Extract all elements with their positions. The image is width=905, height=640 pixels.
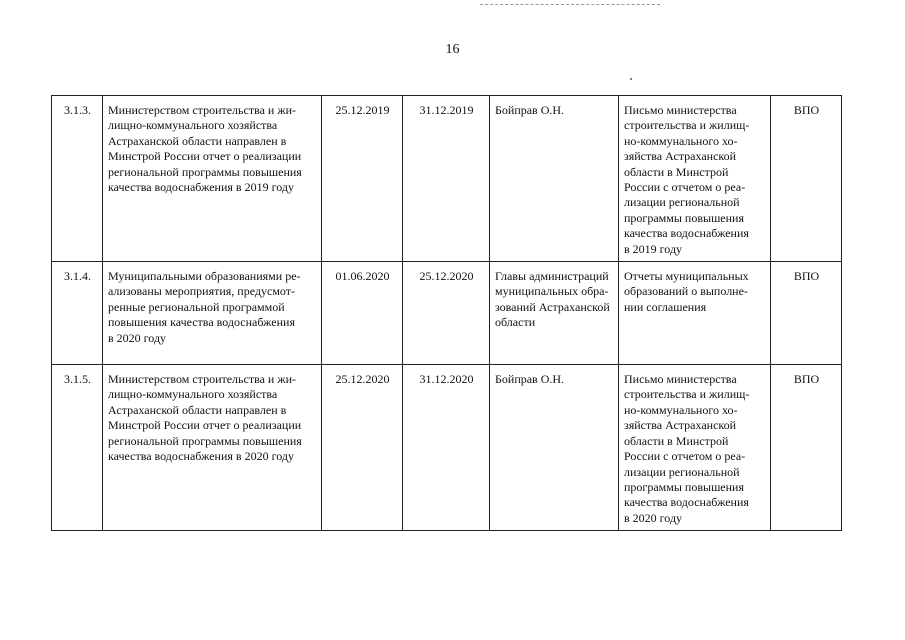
- result-line: Отчеты муниципальных: [624, 269, 749, 284]
- scan-artifact-line: [480, 4, 660, 7]
- responsible-line: Главы администраций: [495, 269, 609, 284]
- result-line: лизации региональной: [624, 464, 740, 479]
- result-line: но-коммунального хо-: [624, 402, 738, 417]
- start-date-cell: [322, 365, 403, 531]
- event-line: Муниципальными образованиями ре-: [108, 269, 301, 284]
- result-line: строительства и жилищ-: [624, 387, 750, 402]
- event-line: региональной программы повышения: [108, 433, 302, 448]
- result-line: в 2019 году: [624, 241, 683, 256]
- result-line: в 2020 году: [624, 510, 683, 525]
- result-line: но-коммунального хо-: [624, 133, 738, 148]
- start-date-cell: [322, 96, 403, 262]
- event-line: ренные региональной программой: [108, 299, 285, 314]
- table-row: [52, 96, 842, 262]
- event-cell: [103, 262, 322, 365]
- end-date: 25.12.2020: [419, 269, 474, 284]
- responsible-line: муниципальных обра-: [495, 284, 609, 299]
- responsible-line: области: [495, 315, 536, 330]
- result-line: качества водоснабжения: [624, 226, 749, 241]
- event-line: лищно-коммунального хозяйства: [108, 118, 278, 133]
- item-number-cell: [52, 262, 103, 365]
- item-number: 3.1.4.: [64, 269, 91, 284]
- event-line: в 2020 году: [108, 330, 167, 345]
- item-number-cell: [52, 96, 103, 262]
- result-line: области в Минстрой: [624, 433, 729, 448]
- executor: ВПО: [793, 372, 820, 387]
- result-line: программы повышения: [624, 479, 744, 494]
- start-date: 25.12.2019: [335, 103, 390, 117]
- event-line: лищно-коммунального хозяйства: [108, 387, 278, 402]
- event-line: ализованы мероприятия, предусмот-: [108, 284, 295, 299]
- start-date-cell: [322, 262, 403, 365]
- item-number: 3.1.5.: [64, 372, 91, 387]
- result-line: образований о выполне-: [624, 284, 748, 299]
- result-line: зяйства Астраханской: [624, 418, 737, 433]
- result-cell: [619, 262, 771, 365]
- event-line: Министерством строительства и жи-: [108, 372, 297, 387]
- scan-speck: [630, 78, 632, 80]
- end-date-cell: [403, 365, 490, 531]
- responsible-line: Бойправ О.Н.: [495, 103, 565, 117]
- page-number: 16: [445, 42, 460, 57]
- event-line: качества водоснабжения в 2019 году: [108, 180, 294, 195]
- result-line: нии соглашения: [624, 299, 707, 314]
- item-number: 3.1.3.: [64, 103, 91, 117]
- executor-cell: [771, 262, 842, 365]
- result-cell: [619, 365, 771, 531]
- item-number-cell: [52, 365, 103, 531]
- responsible-line: зований Астраханской: [495, 299, 610, 314]
- result-line: России с отчетом о реа-: [624, 449, 746, 464]
- end-date-cell: [403, 96, 490, 262]
- responsible-cell: [490, 365, 619, 531]
- start-date: 01.06.2020: [335, 269, 390, 284]
- result-line: качества водоснабжения: [624, 495, 749, 510]
- executor: ВПО: [793, 103, 820, 117]
- event-line: региональной программы повышения: [108, 164, 302, 179]
- event-line: качества водоснабжения в 2020 году: [108, 449, 294, 464]
- table-row: [52, 365, 842, 531]
- event-cell: [103, 365, 322, 531]
- result-line: России с отчетом о реа-: [624, 180, 746, 195]
- event-line: Астраханской области направлен в: [108, 402, 287, 417]
- result-line: Письмо министерства: [624, 372, 737, 387]
- result-line: области в Минстрой: [624, 164, 729, 179]
- executor-cell: [771, 365, 842, 531]
- event-line: Минстрой России отчет о реализации: [108, 418, 302, 433]
- result-line: программы повышения: [624, 210, 744, 225]
- event-line: Минстрой России отчет о реализации: [108, 149, 302, 164]
- result-line: строительства и жилищ-: [624, 118, 750, 133]
- result-line: зяйства Астраханской: [624, 149, 737, 164]
- responsible-line: Бойправ О.Н.: [495, 372, 565, 387]
- end-date-cell: [403, 262, 490, 365]
- result-line: лизации региональной: [624, 195, 740, 210]
- plan-table: [51, 95, 842, 531]
- start-date: 25.12.2020: [335, 372, 390, 387]
- executor-cell: [771, 96, 842, 262]
- result-cell: [619, 96, 771, 262]
- event-cell: [103, 96, 322, 262]
- event-line: повышения качества водоснабжения: [108, 315, 295, 330]
- responsible-cell: [490, 262, 619, 365]
- end-date: 31.12.2020: [419, 372, 474, 387]
- end-date: 31.12.2019: [419, 103, 474, 117]
- table-row: [52, 262, 842, 365]
- result-line: Письмо министерства: [624, 103, 737, 117]
- executor: ВПО: [793, 269, 820, 284]
- event-line: Министерством строительства и жи-: [108, 103, 297, 117]
- responsible-cell: [490, 96, 619, 262]
- event-line: Астраханской области направлен в: [108, 133, 287, 148]
